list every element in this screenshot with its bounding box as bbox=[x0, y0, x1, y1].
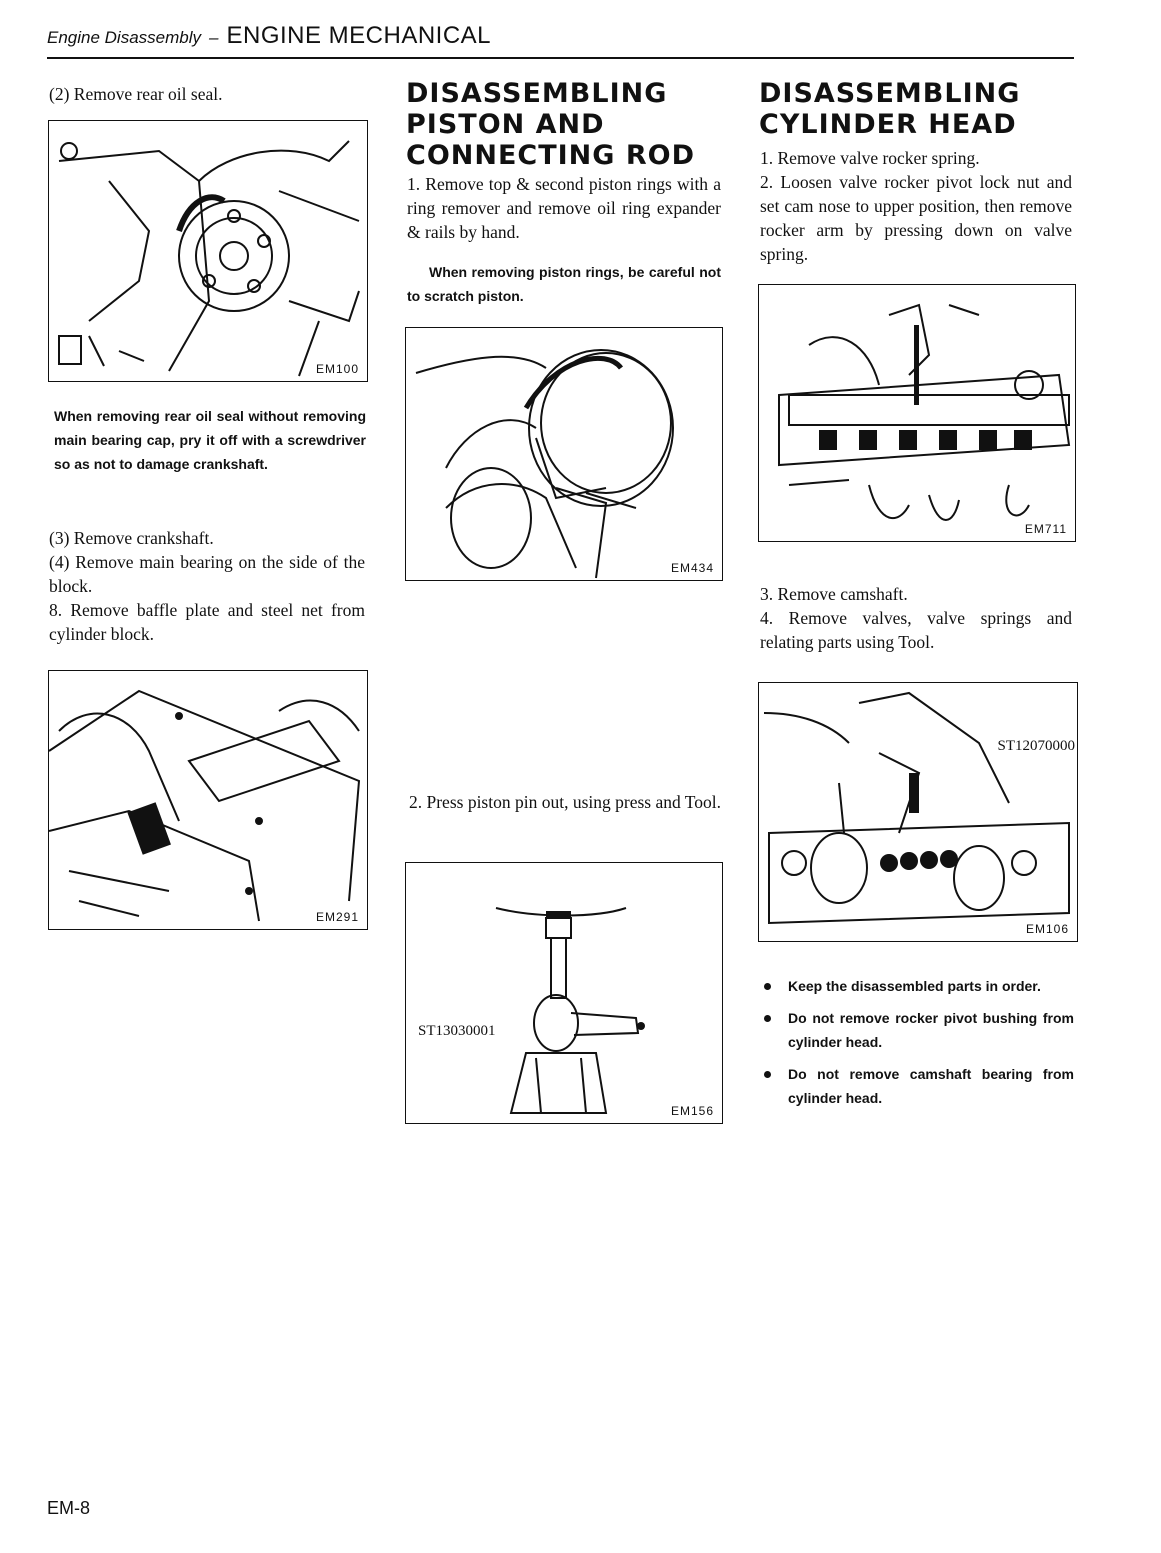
note-rear-oil-seal: When removing rear oil seal without removing main bearing cap, pry it off with a screwdriver so as not to damage crankshaft. bbox=[54, 408, 366, 472]
step-remove-rear-oil-seal: (2) Remove rear oil seal. bbox=[49, 84, 223, 104]
list-item: Keep the disassembled parts in order. bbox=[762, 974, 1074, 998]
section-title: Engine Disassembly bbox=[47, 28, 202, 47]
cylinder-head-steps-3-4 bbox=[760, 582, 1072, 654]
figure-code: EM711 bbox=[1024, 522, 1067, 536]
figure-code: EM291 bbox=[315, 910, 359, 924]
figure-code: EM434 bbox=[670, 561, 714, 575]
figure-em106 bbox=[758, 682, 1078, 942]
rocker-arm-removal-illustration bbox=[759, 285, 1076, 542]
crankshaft-steps bbox=[49, 526, 365, 646]
page-number: EM-8 bbox=[47, 1498, 91, 1518]
figure-code: EM100 bbox=[315, 362, 359, 376]
figure-em434 bbox=[405, 327, 723, 581]
tool-label-st12070000: ST12070000 bbox=[997, 738, 1075, 754]
figure-em711 bbox=[758, 284, 1076, 542]
step-remove-baffle: 8. Remove baffle plate and steel net from cylinder block. bbox=[49, 600, 365, 644]
note-piston: When removing piston rings, be careful not to scratch piston. bbox=[407, 264, 721, 304]
header-rule bbox=[47, 57, 1074, 59]
step-remove-camshaft: 3. Remove camshaft. bbox=[760, 584, 908, 604]
header-separator: – bbox=[209, 28, 219, 47]
heading-cylinder-head: DISASSEMBLING CYLINDER HEAD bbox=[759, 78, 1021, 140]
rear-oil-seal-removal-illustration bbox=[49, 121, 368, 382]
cylinder-head-notes bbox=[762, 974, 1074, 1118]
piston-pin-press-illustration bbox=[406, 863, 723, 1124]
step-remove-crankshaft: (3) Remove crankshaft. bbox=[49, 528, 214, 548]
bullet-icon bbox=[764, 983, 771, 990]
list-item: Do not remove camshaft bearing from cylinder head. bbox=[762, 1062, 1074, 1110]
step-remove-main-bearing: (4) Remove main bearing on the side of the block. bbox=[49, 552, 365, 596]
figure-em100 bbox=[48, 120, 368, 382]
figure-code: EM106 bbox=[1025, 922, 1069, 936]
cylinder-head-steps-1-2 bbox=[760, 146, 1072, 266]
step-remove-valves: 4. Remove valves, valve springs and relating parts using Tool. bbox=[760, 608, 1072, 652]
heading-piston-connecting-rod: DISASSEMBLING PISTON AND CONNECTING ROD bbox=[406, 78, 695, 171]
figure-em291 bbox=[48, 670, 368, 930]
step-remove-piston-rings: 1. Remove top & second piston rings with a ring remover and remove oil ring expander & rails by hand. bbox=[407, 174, 721, 242]
baffle-plate-removal-illustration bbox=[49, 671, 368, 930]
figure-em156 bbox=[405, 862, 723, 1124]
chapter-title: ENGINE MECHANICAL bbox=[226, 22, 492, 49]
step-remove-rocker-arm: 2. Loosen valve rocker pivot lock nut and set cam nose to upper position, then remove rocker arm by pressing down on valve spring. bbox=[760, 172, 1072, 264]
page-header bbox=[47, 22, 491, 50]
notes-list bbox=[762, 974, 1074, 1110]
bullet-icon bbox=[764, 1015, 771, 1022]
valve-spring-compressor-illustration bbox=[759, 683, 1078, 942]
step-press-piston-pin: 2. Press piston pin out, using press and Tool. bbox=[409, 792, 722, 812]
piston-ring-remover-illustration bbox=[406, 328, 723, 581]
tool-label-st13030001: ST13030001 bbox=[418, 1023, 496, 1039]
bullet-icon bbox=[764, 1071, 771, 1078]
list-item: Do not remove rocker pivot bushing from cylinder head. bbox=[762, 1006, 1074, 1054]
step-remove-valve-rocker-spring: 1. Remove valve rocker spring. bbox=[760, 148, 980, 168]
figure-code: EM156 bbox=[670, 1104, 714, 1118]
